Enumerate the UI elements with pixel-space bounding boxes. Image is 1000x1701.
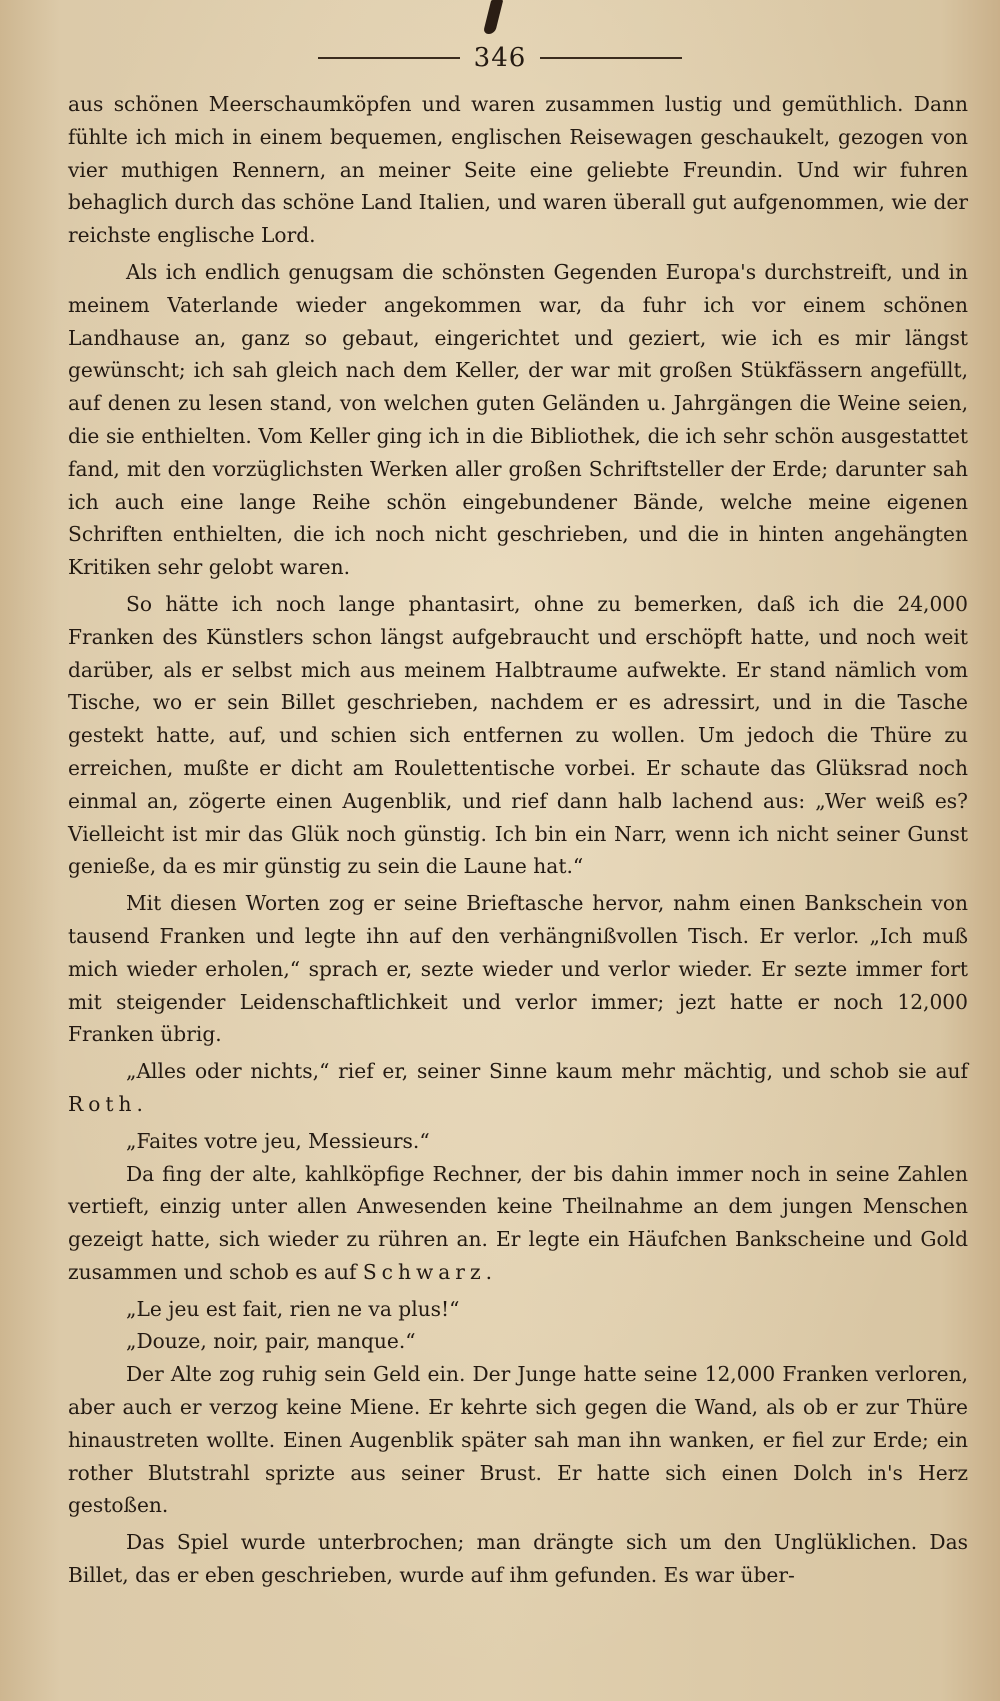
body-text (68, 88, 968, 1596)
paragraph-5-text: „Alles oder nichts,“ rief er, seiner Sinne kaum mehr mächtig, und schob sie auf (126, 1059, 968, 1084)
ink-mark (483, 0, 503, 34)
header-rule-left (318, 57, 460, 59)
header-rule-right (540, 57, 682, 59)
page-number: 346 (473, 43, 527, 73)
spaced-word-roth: Roth. (68, 1091, 148, 1116)
paragraph-8: „Le jeu est fait, rien ne va plus!“ (126, 1296, 460, 1321)
paragraph-11: Das Spiel wurde unterbrochen; man drängte sich um den Unglüklichen. Das Billet, das er eben geschrieben, wurde auf ihm gefunden. Es war über- (68, 1530, 968, 1588)
paragraph-4: Mit diesen Worten zog er seine Brieftasche hervor, nahm einen Bankschein von tausend Franken und legte ihn auf den verhängnißvollen Tisch. Er verlor. „Ich muß mich wieder erholen,“ sprach er, sezte wieder und verlor wieder. Er sezte immer fort mit steigender Leidenschaftlichkeit und verlor immer; jezt hatte er noch 12,000 Franken übrig. (68, 891, 968, 1047)
paragraph-5 (68, 1055, 968, 1121)
paragraph-3: So hätte ich noch lange phantasirt, ohne zu bemerken, daß ich die 24,000 Franken des Künstlers schon längst aufgebraucht und erschöpft hatte, und noch weit darüber, als er selbst mich aus meinem Halbtraume aufwekte. Er stand nämlich vom Tische, wo er sein Billet geschrieben, nachdem er es adressirt, und in die Tasche gestekt hatte, auf, und schien sich entfernen zu wollen. Um jedoch die Thüre zu erreichen, mußte er dicht am Roulettentische vorbei. Er schaute das Glüksrad noch einmal an, zögerte einen Augenblik, und rief dann halb lachend aus: „Wer weiß es? Vielleicht ist mir das Glük noch günstig. Ich bin ein Narr, wenn ich nicht seiner Gunst genieße, da es mir günstig zu sein die Laune hat.“ (68, 591, 968, 879)
paragraph-1: aus schönen Meerschaumköpfen und waren zusammen lustig und gemüthlich. Dann fühlte ich mich in einem bequemen, englischen Reisewagen geschaukelt, gezogen von vier muthigen Rennern, an meiner Seite eine geliebte Freundin. Und wir fuhren behaglich durch das schöne Land Italien, und waren überall gut aufgenommen, wie der reichste englische Lord. (68, 92, 968, 248)
paragraph-10: Der Alte zog ruhig sein Geld ein. Der Junge hatte seine 12,000 Franken verloren, aber auch er verzog keine Miene. Er kehrte sich gegen die Wand, als ob er zur Thüre hinaustreten wollte. Einen Augenblik später sah man ihn wanken, er fiel zur Erde; ein rother Blutstrahl sprizte aus seiner Brust. Er hatte sich einen Dolch in's Herz gestoßen. (68, 1362, 968, 1518)
paragraph-9: „Douze, noir, pair, manque.“ (126, 1329, 416, 1354)
paragraph-7-text: Da fing der alte, kahlköpfige Rechner, der bis dahin immer noch in seine Zahlen vertieft, einzig unter allen Anwesenden keine Theilnahme an dem jungen Menschen gezeigt hatte, sich wieder zu rühren an. Er legte ein Häufchen Bankscheine und Gold zusammen und schob es auf (68, 1161, 968, 1284)
paragraph-2: Als ich endlich genugsam die schönsten Gegenden Europa's durchstreift, und in meinem Vaterlande wieder angekommen war, da fuhr ich vor einem schönen Landhause an, ganz so gebaut, eingerichtet und geziert, wie ich es mir längst gewünscht; ich sah gleich nach dem Keller, der war mit großen Stükfässern angefüllt, auf denen zu lesen stand, von welchen guten Geländen u. Jahrgängen die Weine seien, die sie enthielten. Vom Keller ging ich in die Bibliothek, die ich sehr schön ausgestattet fand, mit den vorzüglichsten Werken aller großen Schriftsteller der Erde; darunter sah ich auch eine lange Reihe schön eingebundener Bände, welche meine eigenen Schriften enthielten, die ich noch nicht geschrieben, und die in hinten angehängten Kritiken sehr gelobt waren. (68, 259, 968, 580)
page-header (0, 38, 1000, 78)
paragraph-6: „Faites votre jeu, Messieurs.“ (126, 1128, 430, 1153)
paragraph-7 (68, 1158, 968, 1289)
spaced-word-schwarz: Schwarz. (362, 1259, 497, 1284)
